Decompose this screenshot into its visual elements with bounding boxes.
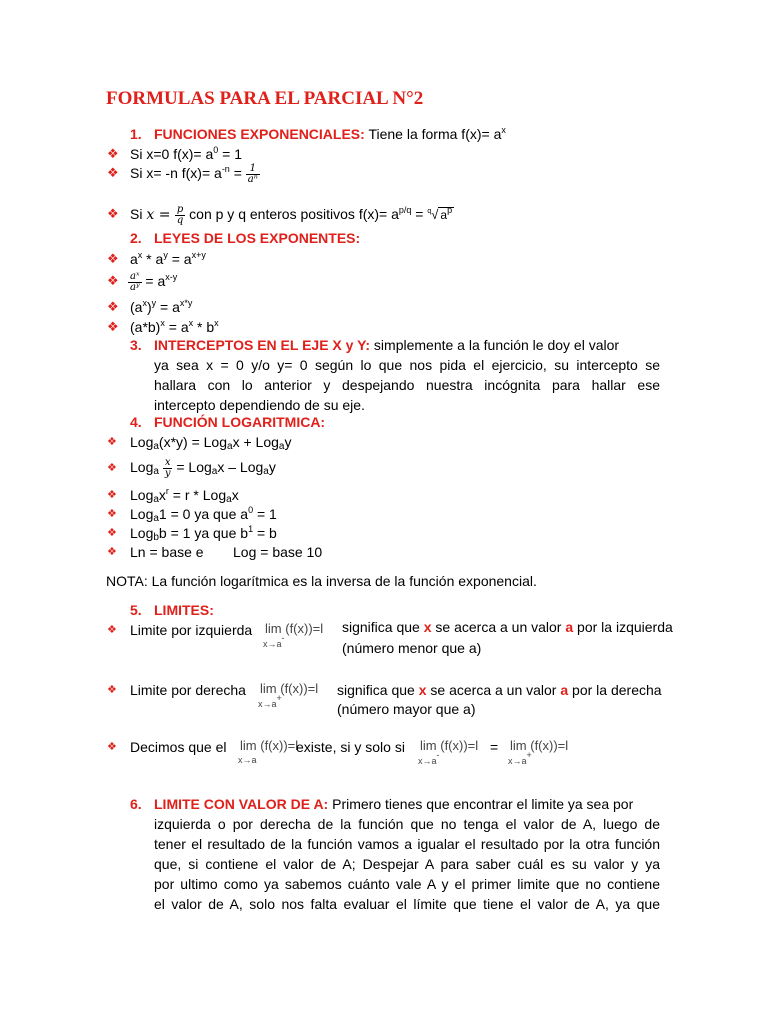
exponent: x [137,250,143,260]
limit-expression [418,738,479,766]
note-text: NOTA: La función logarítmica es la inversa de la función exponencial. [106,573,537,589]
formula-text: Si x=0 f(x)= a [130,146,214,162]
diamond-outline-bullet-icon: ❖ [107,462,117,474]
section-3-paragraph [154,355,660,415]
formula-text: con p y q enteros positivos f(x)= a [185,206,399,222]
exponent: 0 [248,505,254,515]
limit-function: (f(x))=l [440,738,479,753]
section-6-paragraph [154,814,660,914]
desc-text: significa que [337,682,419,698]
diamond-bullet-icon: ❖ [107,251,119,266]
limit-approach: x→a [263,639,282,649]
diamond-bullet-icon: ❖ [107,273,119,288]
limit-description [342,618,673,636]
fraction [128,272,142,293]
formula-text: = r * Log [168,487,227,503]
equals-sign: = [490,739,499,755]
lim-symbol: lim [260,681,277,696]
exponent: -n [221,164,230,175]
limit-approach: x→a [418,756,437,766]
exponent: x [501,125,506,135]
list-item [128,270,177,293]
log-base: a [211,466,218,477]
fraction-denominator: aⁿ [247,174,258,185]
limit-statement: existe, si y solo si [296,739,405,755]
paragraph-line: por ultimo como ya sabemos cuánto vale A y el primer limite que no contiene [154,876,660,892]
diamond-bullet-icon: ❖ [107,319,119,334]
formula-text: x – Log [217,459,264,475]
section-6-heading [130,794,633,814]
log-base: a [278,441,285,452]
exponent: 0 [213,145,219,155]
formula-text: = a [156,299,180,315]
formula-text: = 1 [253,506,277,522]
formula-text: = Log [172,459,212,475]
limit-subscript [508,750,532,766]
limit-expression [238,738,299,765]
section-number: 5. [130,602,142,618]
list-item [130,433,291,451]
formula-text: * a [142,251,164,267]
diamond-outline-bullet-icon: ❖ [107,489,117,501]
desc-text: por la derecha [568,682,662,698]
exponent: r [165,486,169,496]
page-title: FORMULAS PARA EL PARCIAL N°2 [106,88,424,109]
root-icon: √ [431,207,439,222]
exponent: x+y [191,250,206,260]
log-base: a [153,513,159,524]
formula-text: (x*y) = Log [158,434,228,450]
section-number: 6. [130,796,142,812]
exponent: x*y [179,298,193,308]
limit-right-label: Limite por derecha [130,682,246,698]
list-item [130,203,454,226]
log-base: a [263,466,269,477]
limit-expression [508,738,569,766]
exponent: y [151,298,157,308]
root-index: q [427,208,432,215]
section-1-heading [130,125,506,143]
fraction-numerator: x [164,456,171,468]
limit-subscript [418,750,440,766]
exponent: y [163,250,168,260]
section-number: 3. [130,337,142,353]
section-number: 4. [130,414,142,430]
diamond-bullet-icon: ❖ [107,146,119,161]
fraction-denominator: y [164,467,171,479]
highlight-x: x [423,619,432,635]
limit-approach: x→a [238,755,257,765]
limit-description-note: (número mayor que a) [337,701,476,717]
formula-text: Log = base 10 [233,544,323,560]
limit-subscript [238,755,257,765]
highlight-x: x [418,682,427,698]
limit-side: - [436,750,440,760]
section-title: INTERCEPTOS EN EL EJE X y Y: [154,337,371,353]
formula-text: ) [146,299,152,315]
diamond-outline-bullet-icon: ❖ [107,436,117,448]
list-item [130,298,192,316]
highlight-a: a [560,682,569,698]
diamond-outline-bullet-icon: ❖ [107,684,117,696]
limit-function: (f(x))=l [530,738,569,753]
exponent: p [447,205,453,215]
fraction-denominator: q [176,214,184,226]
section-2-heading [130,229,360,247]
diamond-bullet-icon: ❖ [107,206,119,221]
section-5-heading [130,601,214,619]
diamond-outline-bullet-icon: ❖ [107,546,117,558]
formula-text: a [130,251,138,267]
formula-text: 1 = 0 ya que a [158,506,249,522]
section-title: LIMITES: [154,602,214,618]
limit-side: + [276,693,282,703]
formula-text: x [158,487,166,503]
diamond-outline-bullet-icon: ❖ [107,527,117,539]
section-title: FUNCIONES EXPONENCIALES: [154,126,365,142]
exponent: 1 [248,524,254,534]
formula-text: Log [130,487,154,503]
diamond-bullet-icon: ❖ [107,299,119,314]
paragraph-line: intercepto dependiendo de su eje. [154,397,365,413]
section-title: LIMITE CON VALOR DE A: [154,796,329,812]
formula-text: Si [130,206,147,222]
formula-text: Log [130,459,154,475]
section-text: Tiene la forma f(x)= a [368,126,502,142]
exponent: x [160,318,165,328]
exponent: p/q [398,205,412,215]
formula-text: (a*b) [130,319,161,335]
lim-symbol: lim [240,738,257,753]
paragraph-line: Primero tienes que encontrar el limite ya sea por [328,796,634,812]
paragraph-line: ya sea x = 0 y/o y= 0 según lo que nos pida el ejercicio, su intercepto se [154,357,660,373]
paragraph-line: simplemente a la función le doy el valor [370,337,620,353]
log-base: a [153,466,159,477]
fraction [246,164,260,185]
paragraph-line: tener el resultado de la función vamos a igualar el resultado por la otra función [154,836,660,852]
limit-side: - [281,633,285,643]
diamond-outline-bullet-icon: ❖ [107,741,117,753]
desc-text: por la izquierda [573,619,673,635]
limit-approach: x→a [258,699,277,709]
formula-text: = a [141,273,166,289]
highlight-a: a [565,619,574,635]
limit-expression [263,621,324,649]
diamond-outline-bullet-icon: ❖ [107,508,117,520]
formula-text: = a [164,319,189,335]
fraction-numerator: 1 [249,163,256,174]
desc-text: se acerca a un valor [426,682,561,698]
formula-text: = [229,165,246,182]
formula-text: x [231,487,239,503]
formula-text: b = 1 ya que b [158,525,249,541]
list-item [130,250,206,268]
section-number: 1. [130,126,142,142]
limit-approach: x→a [508,756,527,766]
limit-expression [258,681,319,709]
limit-statement: Decimos que el [130,739,227,755]
log-base: a [227,441,233,452]
limit-left-label: Limite por izquierda [130,622,253,638]
formula-text: Si x= -n f(x)= a [130,165,222,182]
section-3-heading [130,335,660,355]
limit-side: + [526,750,532,760]
lim-symbol: lim [265,621,282,636]
radicand [438,207,454,222]
exponent: x [188,318,194,328]
desc-text: se acerca a un valor [431,619,566,635]
list-item [130,505,277,523]
formula-text: y [284,434,292,450]
list-item [130,486,239,504]
section-4-heading [130,413,325,431]
formula-text: = b [253,525,277,541]
formula-text: Log [130,525,154,541]
exponent: x [214,318,219,328]
log-base: a [153,494,159,505]
log-base: b [153,532,159,543]
fraction-numerator: p [176,203,184,215]
formula-text: (a [130,299,143,315]
lim-symbol: lim [510,738,527,753]
radicand-base: a [440,208,448,222]
fraction [175,205,185,226]
limit-subscript [258,693,282,709]
list-item [130,145,242,163]
formula-text: Log [130,434,154,450]
list-item [130,318,219,336]
paragraph-line: izquierda o por derecha de la función que no tenga el valor de A, luego de [154,816,660,832]
list-item [130,543,204,561]
formula-text: Ln = base e [130,544,204,560]
section-title: LEYES DE LOS EXPONENTES: [154,230,361,246]
list-item [130,455,276,479]
formula-text: * b [193,319,215,335]
section-title: FUNCIÓN LOGARITMICA: [154,414,326,430]
limit-function: (f(x))=l [280,681,319,696]
formula-text: = 1 [218,146,243,162]
exponent: x-y [165,272,178,282]
formula-text: Log [130,506,154,522]
limit-function: (f(x))=l [260,738,299,753]
formula-text: y [268,459,276,475]
fraction-numerator: aˣ [130,270,140,282]
list-item [130,164,260,185]
lim-symbol: lim [420,738,437,753]
section-number: 2. [130,230,142,246]
limit-description-note: (número menor que a) [342,640,482,656]
fraction-denominator: aʸ [130,281,140,293]
formula-variable: x = [146,207,175,223]
diamond-outline-bullet-icon: ❖ [107,624,117,636]
limit-description [337,681,662,699]
list-item [233,543,322,561]
paragraph-line: el valor de A, solo nos falta evaluar el límite que tiene el valor de A, ya que [154,896,660,912]
desc-text: significa que [342,619,424,635]
log-base: a [226,494,232,505]
limit-subscript [263,633,285,649]
log-base: a [153,441,159,452]
exponent: x [142,298,147,308]
formula-text: x + Log [232,434,279,450]
limit-function: (f(x))=l [285,621,324,636]
paragraph-line: que, si contiene el valor de A; Despejar A para saber cuál es su valor y ya [154,856,660,872]
list-item [130,524,277,542]
paragraph-line: hallara con lo anterior y despejando nuestra incógnita para hallar ese [154,377,660,393]
diamond-bullet-icon: ❖ [107,165,119,180]
formula-text: = a [167,251,192,267]
formula-text: = [411,206,428,222]
